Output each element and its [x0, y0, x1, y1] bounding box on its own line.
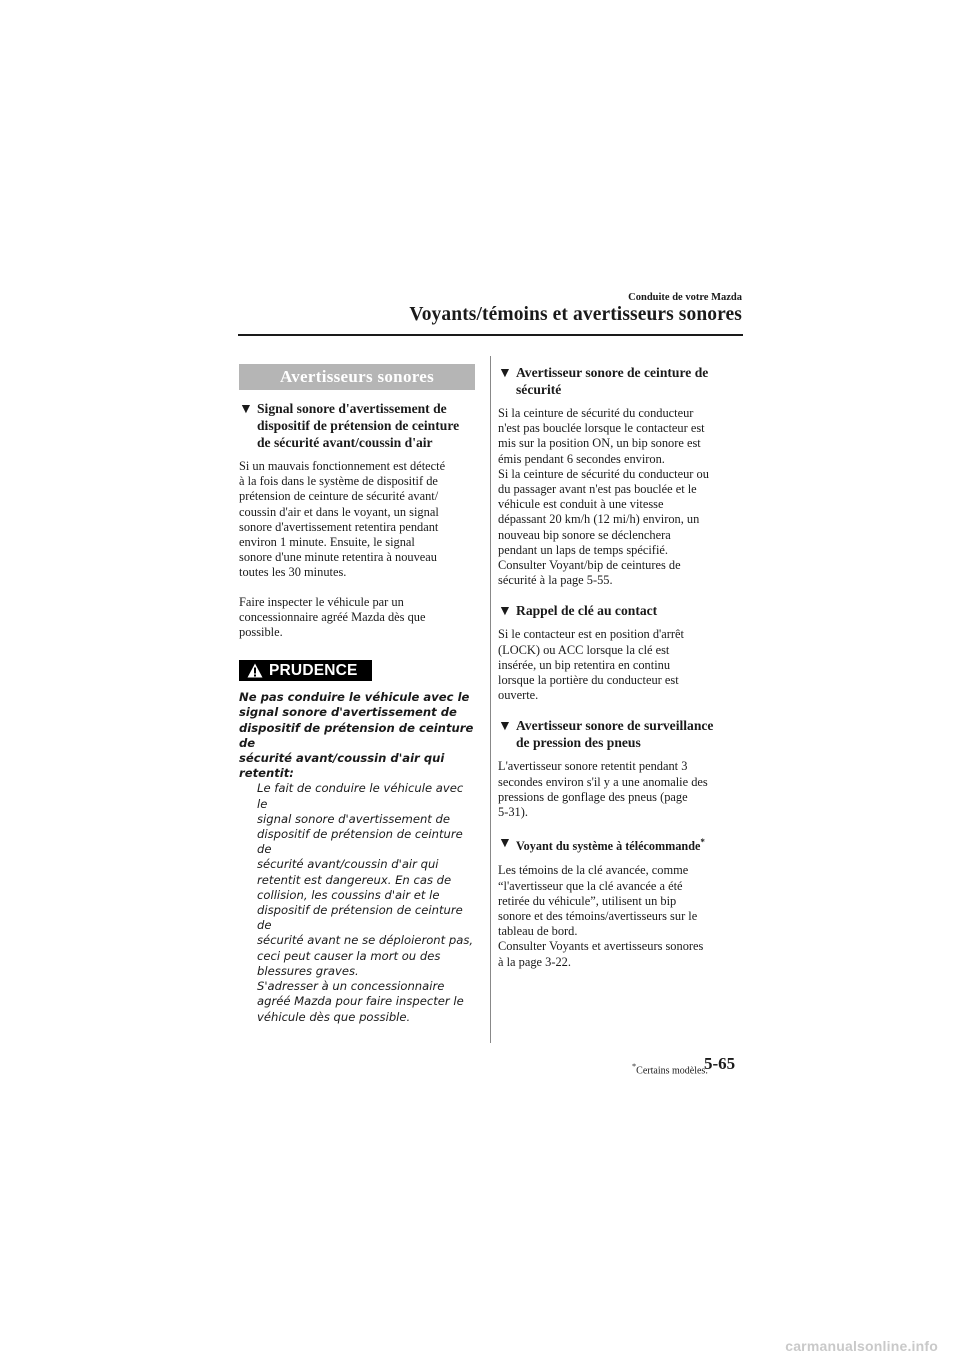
header-rule	[238, 334, 743, 336]
caution-heading: Ne pas conduire le véhicule avec le signal sonore d'avertissement de dispositif de prétension de ceinture de sécurité avant/coussin d'air qui retentit:	[239, 690, 474, 781]
paragraph-rappel-cle: Si le contacteur est en position d'arrêt (LOCK) ou ACC lorsque la clé est insérée, un bip retentira en continu lorsque la portière du conducteur est ouverte.	[498, 627, 684, 703]
heading-rappel-cle	[498, 602, 744, 619]
right-column	[498, 364, 744, 984]
left-column	[239, 364, 475, 1025]
triangle-bullet-icon: ▼	[498, 719, 512, 735]
asterisk-icon: *	[632, 1062, 637, 1071]
heading-ceinture	[498, 364, 744, 398]
caution-badge	[239, 660, 372, 681]
section-header: Voyants/témoins et avertisseurs sonores	[409, 304, 742, 325]
footnote-text: Certains modèles.	[636, 1065, 708, 1077]
caution-label: PRUDENCE	[269, 661, 358, 679]
caution-body: Le fait de conduire le véhicule avec le signal sonore d'avertissement de dispositif de prétension de ceinture de sécurité avant/coussin d'air qui retentit est dangereux. En cas de collision, les coussins d'air et le dispositif de prétension de ceinture de sécurité avant ne se déploieront pas, ceci peut causer la mort ou des blessures graves. S'adresser à un concessionnaire agréé Mazda pour faire inspecter le véhicule dès que possible.	[257, 781, 474, 1024]
paragraph-ceinture: Si la ceinture de sécurité du conducteur n'est pas bouclée lorsque le contacteur est mis sur la position ON, un bip sonore est émis pendant 6 secondes environ. Si la ceinture de sécurité du conducteur ou du passager avant n'est pas bouclée et le véhicule est conduit à une vitesse dépassant 20 km/h (12 mi/h) environ, un nouveau bip sonore se déclenchera pendant un laps de temps spécifié. Consulter Voyant/bip de ceintures de sécurité à la page 5-55.	[498, 406, 709, 588]
footnote	[632, 1062, 708, 1076]
paragraph-telecommande: Les témoins de la clé avancée, comme “l'avertisseur que la clé avancée a été retirée du véhicule”, utilisent un bip sonore et des témoins/avertisseurs sur le tableau de bord. Consulter Voyants et avertisseurs sonores à la page 3-22.	[498, 863, 704, 969]
heading-text: Signal sonore d'avertissement de dispositif de prétension de ceinture de sécurité avant/coussin d'air	[257, 401, 460, 450]
triangle-bullet-icon: ▼	[498, 836, 512, 852]
heading-telecommande	[498, 834, 744, 855]
paragraph-malfunction: Si un mauvais fonctionnement est détecté à la fois dans le système de dispositif de prétension de ceinture de sécurité avant/ coussin d'air et dans le voyant, un signal sonore d'avertissement retentira pendant environ 1 minute. Ensuite, le signal sonore d'une minute retentira à nouveau toutes les 30 minutes.	[239, 459, 446, 580]
watermark: carmanualsonline.info	[785, 1338, 938, 1354]
heading-signal-sonore	[239, 400, 475, 451]
heading-text: Avertisseur sonore de ceinture de sécurité	[516, 365, 709, 397]
page-number: 5-65	[704, 1054, 736, 1073]
chapter-title: Conduite de votre Mazda	[628, 292, 742, 303]
banner-avertisseurs: Avertisseurs sonores	[239, 364, 475, 390]
heading-text: Avertisseur sonore de surveillance de pression des pneus	[516, 718, 714, 751]
paragraph-pression-pneus: L'avertisseur sonore retentit pendant 3 secondes environ s'il y a une anomalie des pressions de gonflage des pneus (page 5-31).	[498, 759, 708, 820]
heading-text: Rappel de clé au contact	[516, 603, 658, 619]
heading-text: Voyant du système à télécommande	[516, 839, 701, 854]
column-divider	[490, 356, 491, 1043]
triangle-bullet-icon: ▼	[239, 402, 253, 417]
asterisk-icon: *	[700, 837, 705, 848]
heading-pression-pneus	[498, 717, 744, 751]
triangle-bullet-icon: ▼	[498, 366, 512, 381]
paragraph-inspect: Faire inspecter le véhicule par un concessionnaire agréé Mazda dès que possible.	[239, 594, 426, 640]
triangle-bullet-icon: ▼	[498, 604, 512, 620]
warning-icon	[247, 663, 263, 678]
